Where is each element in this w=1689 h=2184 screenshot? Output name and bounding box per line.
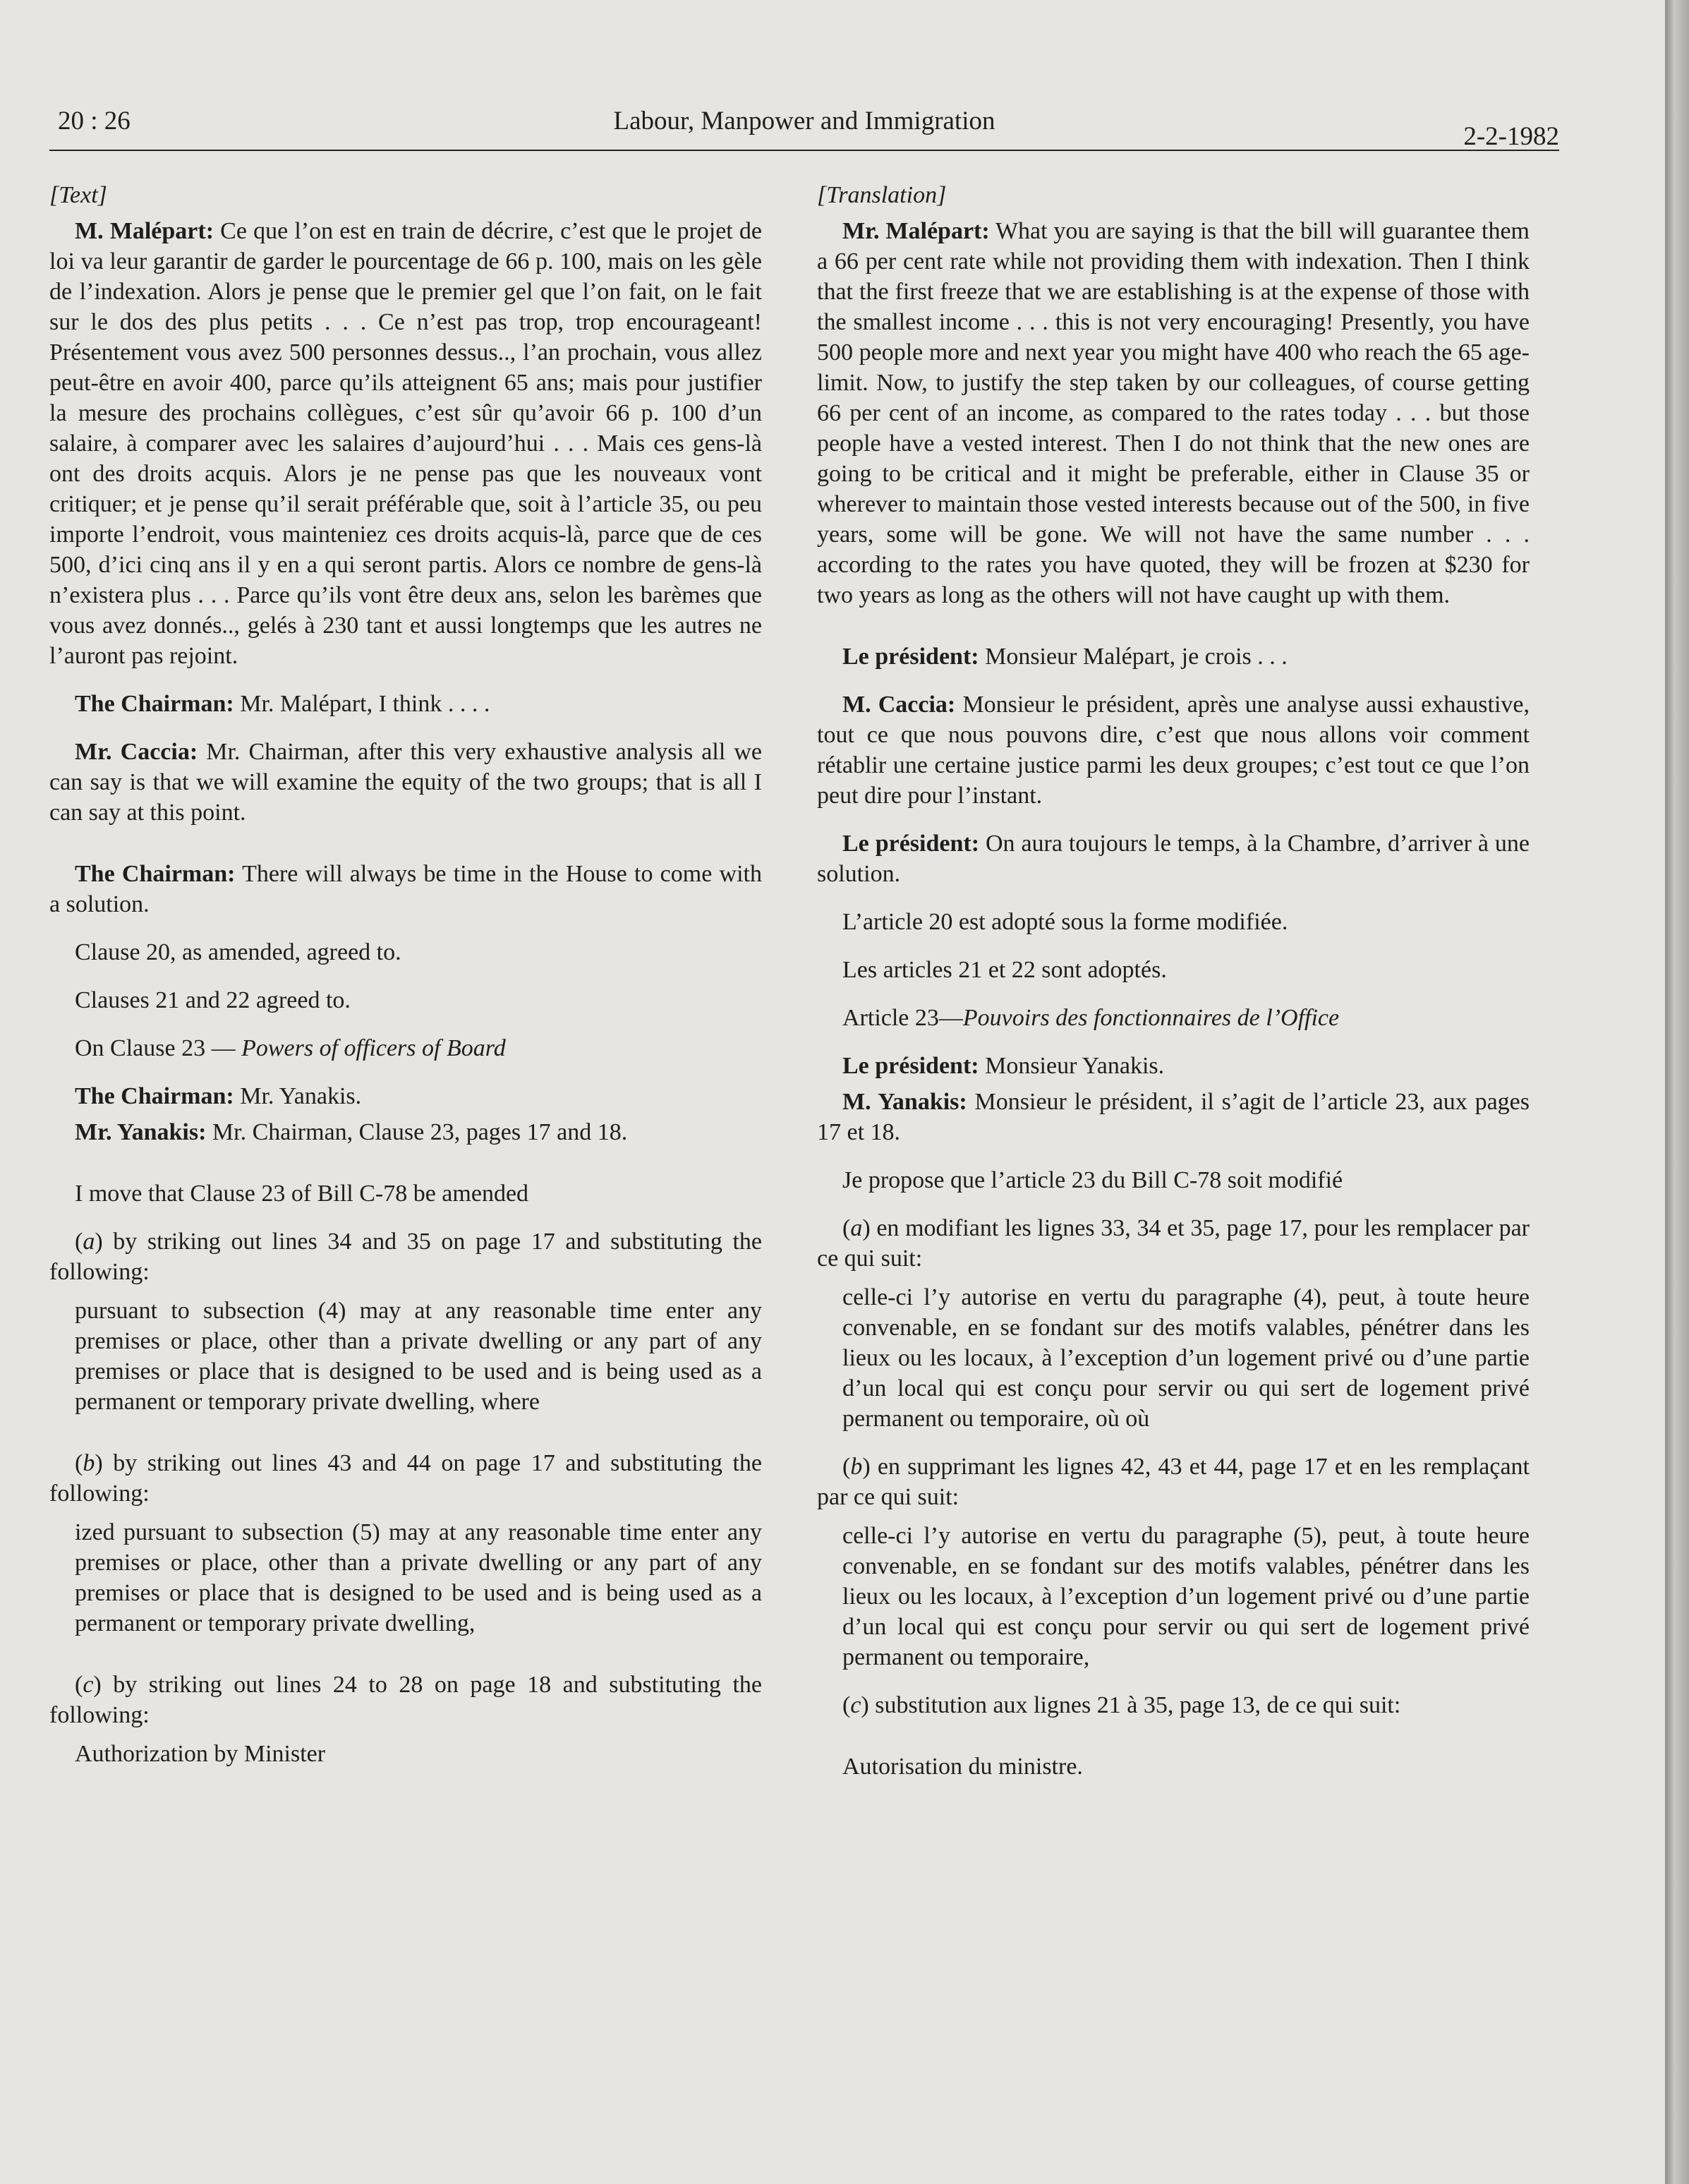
paragraph: The Chairman: There will always be time in the House to come with a solution. [49, 861, 762, 917]
quoted-text: pursuant to subsection (4) may at any reasonable time enter any premises or place, other than a private dwelling or any part of any premises or place that is designed to be used and is being used as a permanent or temporary private dwelling, where [75, 1298, 762, 1415]
motion-text: I move that Clause 23 of Bill C-78 be amended [75, 1181, 529, 1207]
speaker: The Chairman: [75, 1083, 234, 1109]
quoted-text: celle-ci l’y autorise en vertu du paragraphe (4), peut, à toute heure convenable, en se fondant sur des motifs valables, pénétrer dans les lieux ou les locaux, à l’exception d’un logement privé ou d’une partie d’un local qui est conçu pour servir ou qui sert de logement privé permanent ou temporaire, où où [842, 1284, 1530, 1432]
amendment-a: (a) by striking out lines 34 and 35 on page 17 and substituting the following: [49, 1229, 762, 1285]
paragraph: M. Malépart: Ce que l’on est en train de décrire, c’est que le projet de loi va leur garantir de garder le pourcentage de 66 p. 100, mais on les gèle de l’indexation. Alors je pense que le premier gel que l’on fait, on le fait sur le dos des plus petits . . . Ce n’est pas trop, trop encourageant! Présentement vous avez 500 personnes dessus.., l’an prochain, vous allez peut-être en avoir 400, parce qu’ils atteignent 65 ans; mais pour justifier la mesure des prochains collègues, c’est sûr qu’avoir 66 p. 100 d’un salaire, à comparer avec les salaires d’aujourd’hui . . . Mais ces gens-là ont des droits acquis. Alors je ne pense pas que les nouveaux vont critiquer; et je pense qu’il serait préférable que, soit à l’article 35, ou peu importe l’endroit, vous mainteniez ces droits acquis-là, parce que de ces 500, d’ici cinq ans il y en a qui seront partis. Alors ce nombre de gens-là n’existera plus . . . Parce qu’ils vont être deux ans, selon les barèmes que vous avez donnés.., gelés à 230 tant et aussi longtemps que les autres ne l’auront pas rejoint. [49, 218, 763, 669]
paragraph: Clause 20, as amended, agreed to. [75, 939, 401, 965]
quoted-text: Authorization by Minister [75, 1741, 326, 1767]
speaker: M. Yanakis: [842, 1089, 967, 1115]
motion-text: Je propose que l’article 23 du Bill C-78 soit modifié [842, 1167, 1343, 1193]
speaker: M. Malépart: [75, 218, 214, 244]
paragraph: L’article 20 est adopté sous la forme modifiée. [842, 909, 1288, 935]
speaker: M. Caccia: [842, 692, 956, 718]
page-edge [1665, 0, 1689, 2184]
speaker: Mr. Yanakis: [75, 1119, 207, 1145]
quoted-text: Autorisation du ministre. [842, 1754, 1083, 1780]
page-date: 2-2-1982 [1463, 122, 1559, 151]
paragraph: Mr. Malépart: What you are saying is that the bill will guarantee them a 66 per cent rate while not providing them with indexation. Then I think that the first freeze that we are establishing is at the expense of those with the smallest income . . . this is not very encouraging! Presently, you have 500 people more and next year you might have 400 who reach the 65 age-limit. Now, to justify the step taken by our colleagues, of course getting 66 per cent of an income, as compared to the rates today . . . but those people have a vested interest. Then I do not think that the new ones are going to be critical and it might be preferable, either in Clause 35 or wherever to maintain those vested interests because out of the 500, in five years, some will be gone. We will not have the same number . . . according to the rates you have quoted, they will be frozen at $230 for two years as long as the others will not have caught up with them. [817, 218, 1530, 608]
amendment-c: (c) by striking out lines 24 to 28 on page 18 and substituting the following: [49, 1672, 762, 1728]
paragraph: Clauses 21 and 22 agreed to. [75, 987, 351, 1013]
amendment-b: (b) en supprimant les lignes 42, 43 et 44, page 17 et en les remplaçant par ce qui suit: [817, 1454, 1530, 1510]
paragraph: Le président: Monsieur Malépart, je crois . . . [842, 644, 1288, 670]
speaker: Le président: [842, 1053, 979, 1079]
clause-heading: On Clause 23 — Powers of officers of Board [75, 1035, 506, 1061]
speaker: The Chairman: [75, 691, 234, 717]
page-header [49, 106, 1559, 151]
quoted-text: celle-ci l’y autorise en vertu du paragraphe (5), peut, à toute heure convenable, en se fondant sur des motifs valables, pénétrer dans les lieux ou les locaux, à l’exception d’un logement privé ou d’une partie d’un local qui est conçu pour servir ou qui sert de logement privé permanent ou temporaire, [842, 1523, 1530, 1670]
paragraph: The Chairman: Mr. Malépart, I think . . . . [75, 691, 490, 717]
paragraph: Mr. Caccia: Mr. Chairman, after this very exhaustive analysis all we can say is that we will examine the equity of the two groups; that is all I can say at this point. [49, 739, 762, 826]
paragraph: Le président: On aura toujours le temps, à la Chambre, d’arriver à une solution. [817, 831, 1530, 887]
amendment-b: (b) by striking out lines 43 and 44 on page 17 and substituting the following: [49, 1450, 762, 1507]
speaker: The Chairman: [75, 861, 236, 887]
header-rule [49, 150, 1559, 151]
paragraph: M. Caccia: Monsieur le président, après une analyse aussi exhaustive, tout ce que nous pouvons dire, c’est que nous allons voir comment rétablir une certaine justice parmi les deux groupes; c’est tout ce que l’on peut dire pour l’instant. [817, 692, 1530, 809]
paragraph: The Chairman: Mr. Yanakis. [75, 1083, 362, 1109]
amendment-c: (c) substitution aux lignes 21 à 35, page 13, de ce qui suit: [842, 1692, 1401, 1718]
clause-heading: Article 23—Pouvoirs des fonctionnaires de l’Office [842, 1005, 1340, 1031]
paragraph: Le président: Monsieur Yanakis. [842, 1053, 1165, 1079]
right-column [817, 180, 1530, 1799]
paragraph: M. Yanakis: Monsieur le président, il s’agit de l’article 23, aux pages 17 et 18. [817, 1089, 1530, 1145]
left-column [49, 180, 762, 1787]
speaker: Le président: [842, 831, 980, 857]
paragraph: Les articles 21 et 22 sont adoptés. [842, 957, 1167, 983]
amendment-a: (a) en modifiant les lignes 33, 34 et 35, page 17, pour les remplacer par ce qui suit: [817, 1215, 1530, 1272]
language-tag: [Text] [49, 182, 107, 208]
page-number: 20 : 26 [58, 107, 131, 135]
running-title: Labour, Manpower and Immigration [613, 107, 995, 135]
quoted-text: ized pursuant to subsection (5) may at any reasonable time enter any premises or place, other than a private dwelling or any part of any premises or place that is designed to be used and is being used as a permanent or temporary private dwelling, [75, 1519, 762, 1636]
speaker: Mr. Caccia: [75, 739, 198, 765]
paragraph: Mr. Yanakis: Mr. Chairman, Clause 23, pages 17 and 18. [75, 1119, 628, 1145]
speaker: Mr. Malépart: [842, 218, 990, 244]
language-tag: [Translation] [817, 182, 947, 208]
speaker: Le président: [842, 644, 979, 670]
